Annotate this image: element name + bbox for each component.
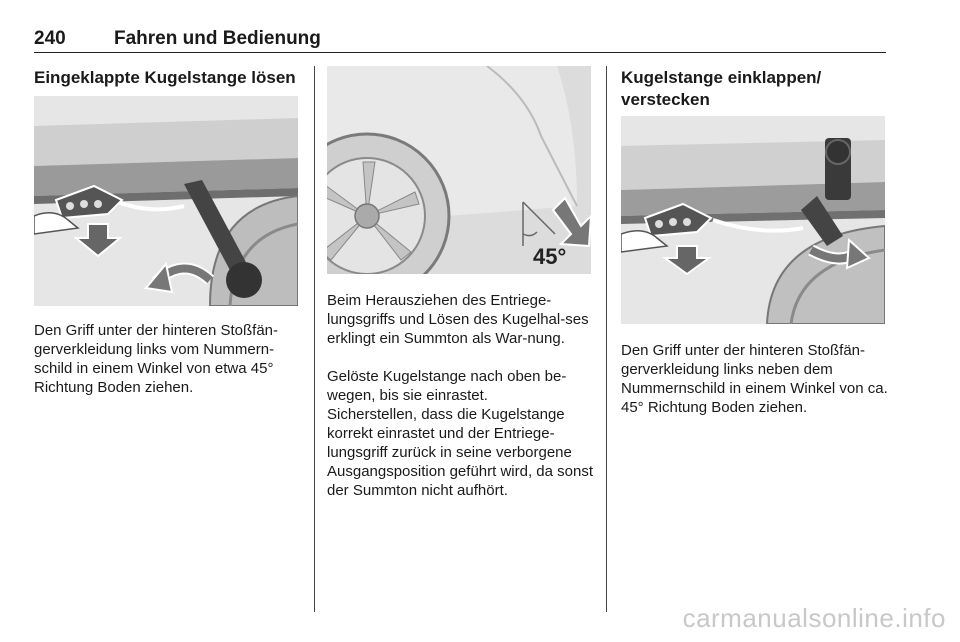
page-header [34, 26, 886, 53]
figure-release-handle [34, 96, 298, 306]
section-heading-fold-line1: Kugelstange einklappen/ [621, 68, 822, 87]
watermark: carmanualsonline.info [682, 603, 946, 633]
column-divider-2 [606, 66, 607, 612]
column-divider-1 [314, 66, 315, 612]
page-number: 240 [34, 28, 66, 49]
paragraph-buzzer-warning: Beim Herausziehen des Entriege-lungsgriffs und Lösen des Kugelhal-ses erklingt ein Summton als War-nung. [327, 292, 589, 347]
figure-angle-label: 45° [533, 244, 567, 269]
section-heading-fold [621, 67, 821, 111]
figure-fold-hitch [621, 116, 885, 324]
section-heading-release: Eingeklappte Kugelstange lösen [34, 68, 296, 87]
paragraph-fold-instruction: Den Griff unter der hinteren Stoßfän-gerverkleidung links neben dem Nummernschild in einem Winkel von ca. 45° Richtung Boden ziehen. [621, 342, 888, 416]
paragraph-verify-lock: Sicherstellen, dass die Kugelstange korrekt einrastet und der Entriege-lungsgriff zurück in seine verborgene Ausgangsposition geführt wird, da sonst der Summton nicht aufhört. [327, 406, 593, 499]
chapter-title: Fahren und Bedienung [114, 28, 321, 49]
paragraph-release-instruction: Den Griff unter der hinteren Stoßfän-gerverkleidung links vom Nummern-schild in einem Winkel von etwa 45° Richtung Boden ziehen. [34, 322, 279, 396]
paragraph-move-up: Gelöste Kugelstange nach oben be-wegen, bis sie einrastet. [327, 368, 567, 404]
section-heading-fold-line2: verstecken [621, 90, 710, 109]
figure-wheel-arch-45 [327, 66, 591, 274]
